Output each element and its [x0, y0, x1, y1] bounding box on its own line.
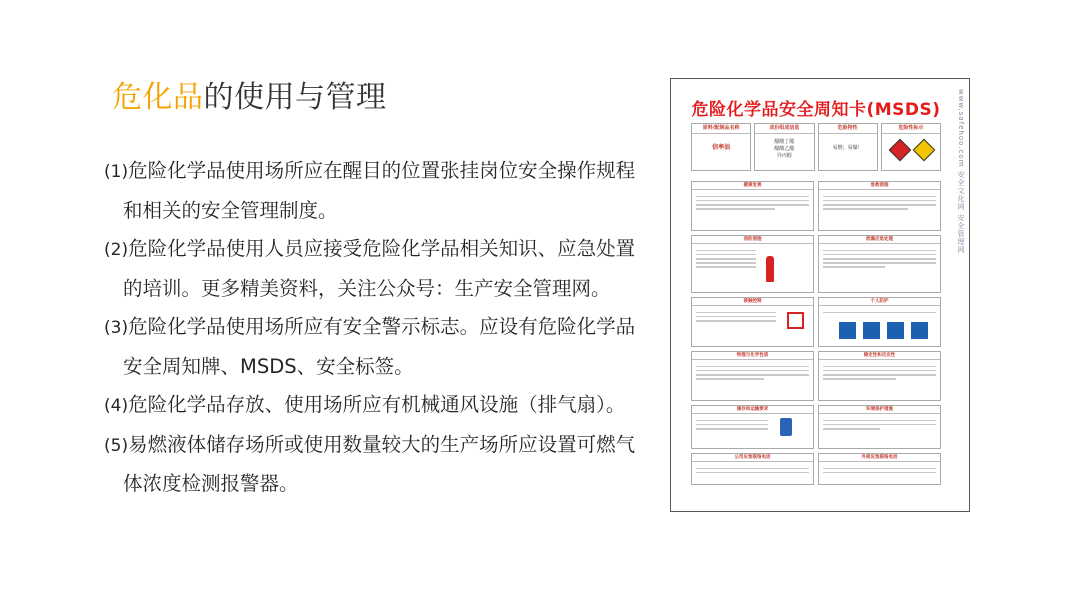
- section-heading: 急救措施: [819, 182, 940, 190]
- section-ppe: [818, 297, 941, 347]
- header-hazard: [818, 123, 878, 171]
- list-item: [104, 152, 649, 230]
- list-item: [104, 426, 649, 504]
- card-title: 危险化学品安全周知卡(MSDS): [691, 100, 941, 120]
- item-list: [104, 152, 649, 504]
- header-label: 原料/配制品名称: [692, 124, 750, 134]
- section-heading: 泄漏应急处理: [819, 236, 940, 244]
- item-text: 危险化学品存放、使用场所应有机械通风设施（排气扇）。: [128, 393, 626, 416]
- section-heading: 稳定性和反应性: [819, 352, 940, 360]
- header-label: 危险性标示: [882, 124, 940, 134]
- product-name: 信率油: [712, 144, 731, 151]
- wear-gloves-icon: [863, 322, 880, 339]
- section-properties: [691, 351, 814, 401]
- section-heading: 外部应急联络电话: [819, 454, 940, 462]
- section-external-phone: [818, 453, 941, 485]
- composition-item: 异丙醇: [776, 153, 792, 159]
- composition-item: 醋酸乙酯: [774, 146, 795, 152]
- extinguisher-icon: [766, 256, 774, 282]
- msds-card-image: [670, 78, 970, 512]
- list-item: [104, 308, 649, 386]
- card-side-text: www.safehoo.com 安全文化网 安全管理网: [957, 89, 965, 254]
- item-text: 危险化学品使用人员应接受危险化学品相关知识、应急处置的培训。更多精美资料，关注公众号：生产安全管理网。: [123, 237, 636, 300]
- section-heading: 公司应急联络电话: [692, 454, 813, 462]
- section-heading: 储存和运输要求: [692, 406, 813, 414]
- section-heading: 环境保护措施: [819, 406, 940, 414]
- title-rest: 的使用与管理: [203, 80, 387, 115]
- composition-item: 醋酸丁酯: [774, 139, 795, 145]
- item-text: 危险化学品使用场所应有安全警示标志。应设有危险化学品安全周知牌、MSDS、安全标签。: [123, 315, 636, 378]
- explosive-icon: [912, 139, 935, 162]
- section-fire: [691, 235, 814, 293]
- item-number: (5): [104, 435, 129, 456]
- section-heading: 接触控制: [692, 298, 813, 306]
- wear-suit-icon: [911, 322, 928, 339]
- section-environment: [818, 405, 941, 449]
- title-accent: 危化品: [112, 80, 204, 115]
- item-number: (4): [104, 396, 129, 416]
- section-company-phone: [691, 453, 814, 485]
- no-fire-icon: [787, 312, 804, 329]
- hazard-text: 易燃；易爆！: [832, 145, 863, 151]
- section-stability: [818, 351, 941, 401]
- card-header-row: [691, 123, 941, 171]
- section-exposure: [691, 297, 814, 347]
- item-number: (1): [104, 162, 129, 182]
- wear-mask-icon: [839, 322, 856, 339]
- flammable-icon: [888, 139, 911, 162]
- section-heading: 物理与化学性质: [692, 352, 813, 360]
- page-title: [112, 72, 387, 116]
- header-composition: [754, 123, 814, 171]
- section-heading: 消防措施: [692, 236, 813, 244]
- section-heading: 个人防护: [819, 298, 940, 306]
- drum-icon: [780, 418, 792, 436]
- header-product: [691, 123, 751, 171]
- item-number: (3): [104, 318, 129, 338]
- section-first-aid: [818, 181, 941, 231]
- header-label: 危险特性: [819, 124, 877, 134]
- wear-goggles-icon: [887, 322, 904, 339]
- list-item: [104, 386, 649, 426]
- item-number: (2): [104, 240, 129, 260]
- item-text: 危险化学品使用场所应在醒目的位置张挂岗位安全操作规程和相关的安全管理制度。: [123, 159, 636, 222]
- header-label: 成份组成信息: [755, 124, 813, 134]
- item-text: 易燃液体储存场所或使用数量较大的生产场所应设置可燃气体浓度检测报警器。: [123, 432, 636, 495]
- header-symbols: [881, 123, 941, 171]
- section-heading: 健康危害: [692, 182, 813, 190]
- section-storage: [691, 405, 814, 449]
- list-item: [104, 230, 649, 308]
- section-leak: [818, 235, 941, 293]
- section-health: [691, 181, 814, 231]
